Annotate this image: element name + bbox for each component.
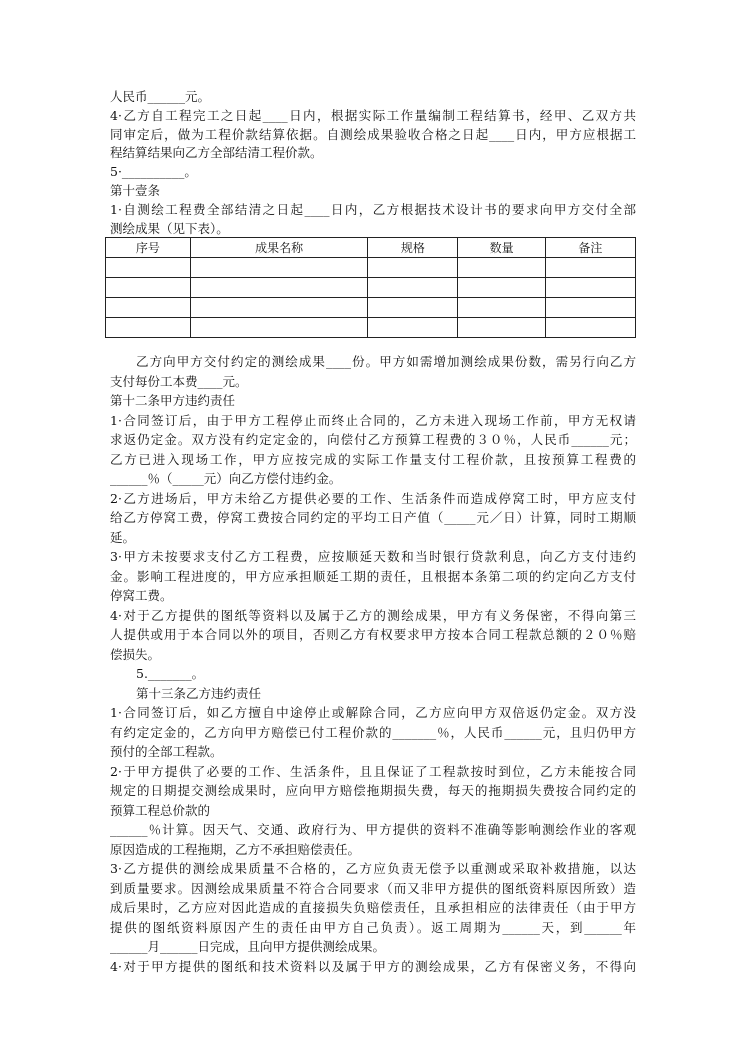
- table-cell: [545, 278, 635, 298]
- text-line: 规定的日期提交测绘成果时，应向甲方赔偿拖期损失费，每天的拖期损失费按合同约定的: [110, 783, 636, 798]
- table-cell: [106, 278, 191, 298]
- table-row: [106, 298, 636, 318]
- table-cell: [368, 278, 458, 298]
- text-line: 第十壹条: [110, 182, 161, 198]
- table-cell: [368, 318, 458, 338]
- text-line: 第十三条乙方违约责任: [136, 685, 262, 701]
- text-line: 求返仍定金。双方没有约定定金的，向偿付乙方预算工程费的３０％，人民币______元；: [110, 432, 636, 447]
- col-header-name: 成果名称: [190, 238, 368, 258]
- table-cell: [545, 298, 635, 318]
- document-block-bottom: [110, 352, 636, 976]
- table-cell: [458, 318, 545, 338]
- table-row: [106, 318, 636, 338]
- text-line: 预付的全部工程款。: [110, 744, 223, 759]
- table-cell: [190, 318, 368, 338]
- table-cell: [190, 298, 368, 318]
- table-row: [106, 278, 636, 298]
- text-line: 5._______。: [136, 666, 205, 681]
- text-line: 4·乙方自工程完工之日起____日内，根据实际工作量编制工程结算书，经甲、乙双方共: [110, 107, 636, 123]
- text-line: 1·合同签订后，如乙方擅自中途停止或解除合同，乙方应向甲方双倍返仍定金。双方没: [110, 705, 636, 720]
- text-line: 提供的图纸资料原因产生的责任由甲方自己负责）。返工周期为______天，到______年: [110, 919, 636, 935]
- text-line: 给乙方停窝工费，停窝工费按合同约定的平均工日产值（_____元／日）计算，同时工期顺: [110, 510, 636, 525]
- col-header-spec: 规格: [368, 238, 458, 258]
- table-cell: [545, 318, 635, 338]
- text-line: 原因造成的工程拖期，乙方不承担赔偿责任。: [110, 841, 361, 857]
- text-line: 第十二条甲方违约责任: [110, 393, 236, 408]
- text-line: 人民币______元。: [110, 89, 211, 104]
- text-line: ______月______日完成，且向甲方提供测绘成果。: [110, 939, 386, 954]
- text-line: 4·对于乙方提供的图纸等资料以及属于乙方的测绘成果，甲方有义务保密，不得向第三: [110, 607, 636, 623]
- text-line: 3·甲方未按要求支付乙方工程费，应按顺延天数和当时银行贷款利息，向乙方支付违约: [110, 549, 636, 564]
- text-line: 2·于甲方提供了必要的工作、生活条件，且且保证了工程款按时到位，乙方未能按合同: [110, 763, 636, 779]
- text-line: 人提供或用于本合同以外的项目，否则乙方有权要求甲方按本合同工程款总额的２０％赔: [110, 627, 636, 642]
- text-line: 3·乙方提供的测绘成果质量不合格的，乙方应负责无偿予以重测或采取补救措施，以达: [110, 861, 636, 876]
- table-cell: [458, 258, 545, 278]
- text-line: 预算工程总价款的: [110, 802, 211, 818]
- text-line: 延。: [110, 529, 136, 545]
- table-cell: [458, 278, 545, 298]
- col-header-number: 序号: [106, 238, 191, 258]
- text-line: 程结算结果向乙方全部结清工程价款。: [110, 145, 323, 161]
- document-block-top: [110, 88, 636, 238]
- text-line: 4·对于甲方提供的图纸和技术资料以及属于甲方的测绘成果，乙方有保密义务，不得向: [110, 958, 636, 974]
- text-line: 同审定后，做为工程价款结算依据。自测绘成果验收合格之日起____日内，甲方应根据工: [110, 126, 636, 142]
- table-cell: [190, 278, 368, 298]
- text-line: 支付每份工本费____元。: [110, 373, 248, 389]
- text-line: 到质量要求。因测绘成果质量不符合合同要求（而又非甲方提供的图纸资料原因所致）造: [110, 880, 636, 896]
- text-line: 1·自测绘工程费全部结清之日起____日内，乙方根据技术设计书的要求向甲方交付全部: [110, 201, 636, 217]
- text-line: 乙方已进入现场工作，甲方应按完成的实际工作量支付工程价款，且按预算工程费的: [110, 451, 636, 467]
- col-header-remarks: 备注: [545, 238, 635, 258]
- text-line: 测绘成果（见下表）。: [110, 220, 229, 236]
- table-cell: [545, 258, 635, 278]
- text-line: 2·乙方进场后，甲方未给乙方提供必要的工作、生活条件而造成停窝工时，甲方应支付: [110, 490, 636, 506]
- text-line: 5·__________。: [110, 164, 197, 180]
- deliverables-table: [105, 237, 636, 338]
- text-line: 乙方向甲方交付约定的测绘成果____份。甲方如需增加测绘成果份数，需另行向乙方: [136, 354, 636, 369]
- text-line: 有约定定金的，乙方向甲方赔偿已付工程价款的_______％，人民币______元，且归仍甲方: [110, 724, 636, 740]
- col-header-quantity: 数量: [458, 238, 545, 258]
- text-line: ______％（_____元）向乙方偿付违约金。: [110, 471, 342, 486]
- text-line: 金。影响工程进度的，甲方应承担顺延工期的责任，且根据本条第二项的约定向乙方支付: [110, 568, 636, 584]
- table-cell: [106, 258, 191, 278]
- table-row: [106, 258, 636, 278]
- table-cell: [368, 298, 458, 318]
- table-cell: [458, 298, 545, 318]
- text-line: 成后果时，乙方应对因此造成的直接损失负赔偿责任，且承担相应的法律责任（由于甲方: [110, 900, 636, 915]
- table-cell: [190, 258, 368, 278]
- table-header-row: [106, 238, 636, 258]
- text-line: 1·合同签订后，由于甲方工程停止而终止合同的，乙方未进入现场工作前，甲方无权请: [110, 412, 636, 428]
- table-cell: [106, 298, 191, 318]
- table-cell: [106, 318, 191, 338]
- text-line: ______％计算。因天气、交通、政府行为、甲方提供的资料不准确等影响测绘作业的客观: [110, 822, 636, 837]
- text-line: 停窝工费。: [110, 588, 173, 603]
- table-cell: [368, 258, 458, 278]
- text-line: 偿损失。: [110, 646, 161, 662]
